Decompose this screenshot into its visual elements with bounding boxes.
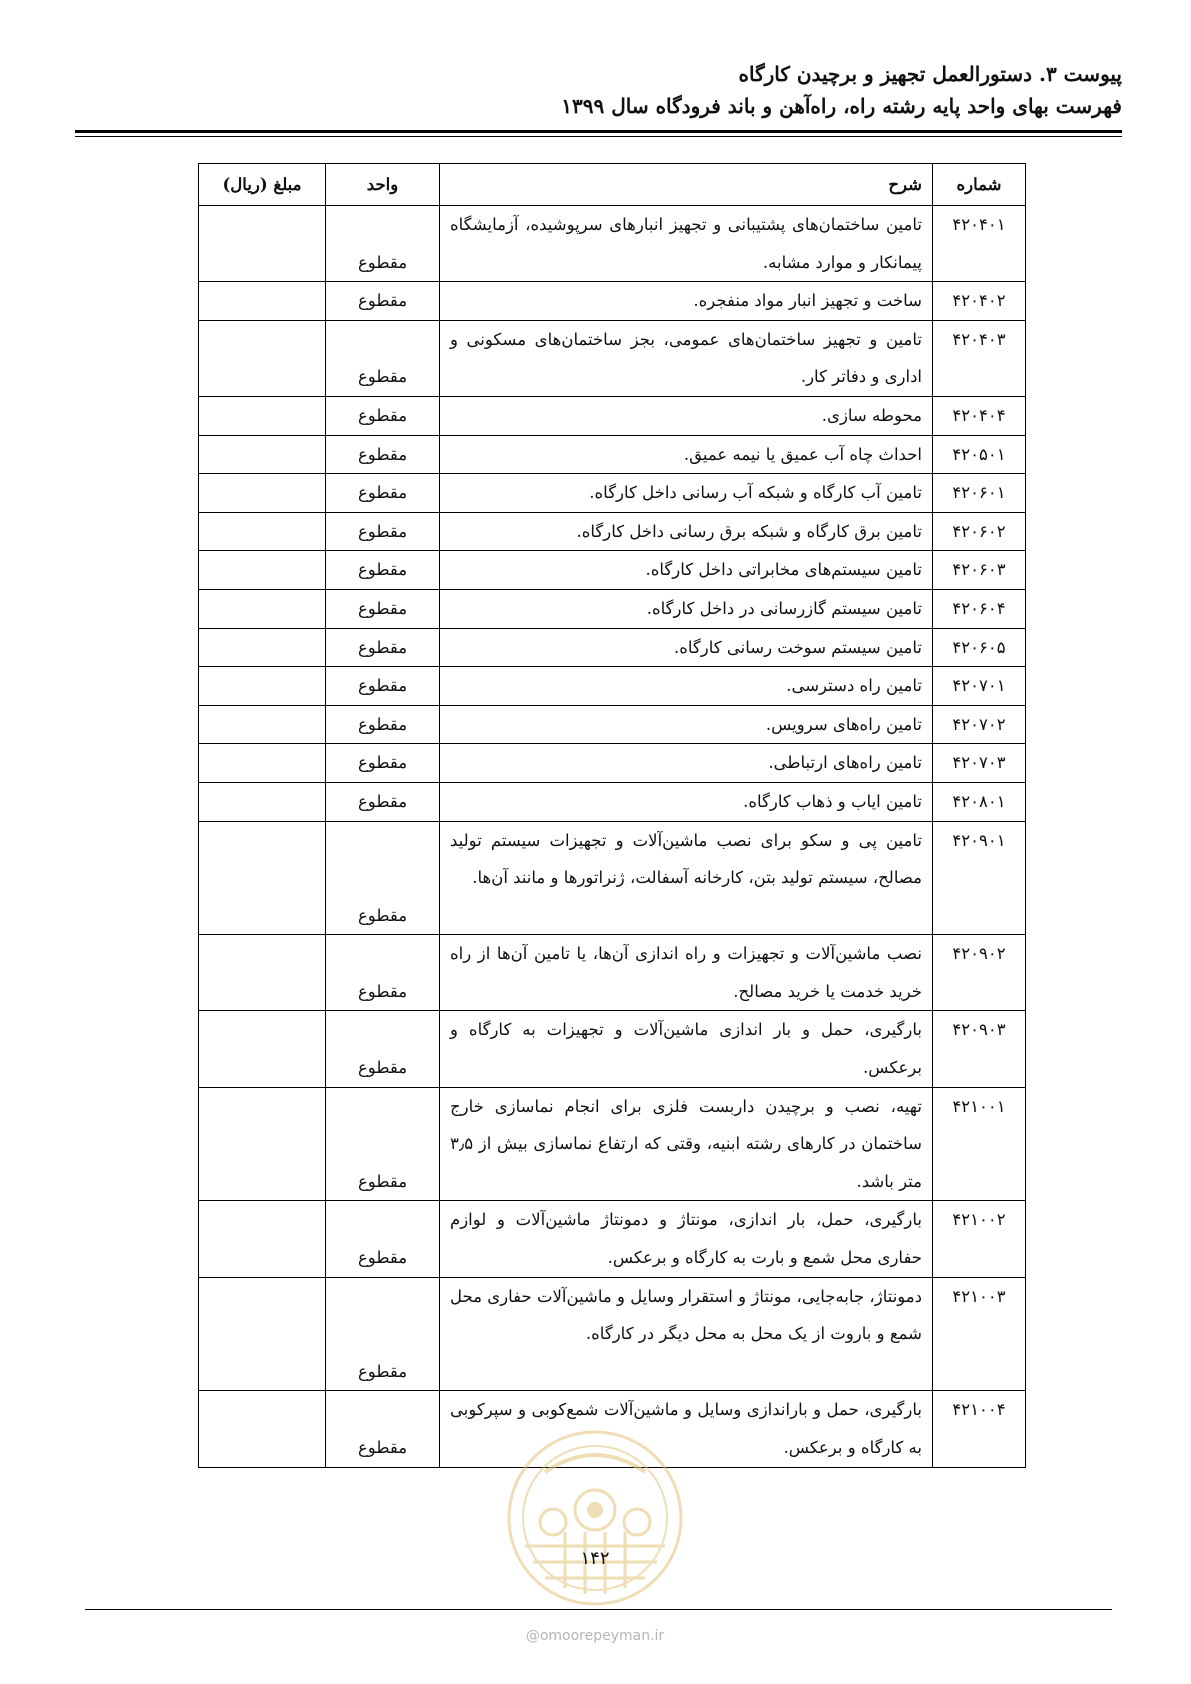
item-number: ۴۲۱۰۰۲ — [933, 1201, 1026, 1277]
page-header — [75, 58, 1122, 122]
price-list-table — [198, 163, 1026, 1468]
item-unit: مقطوع — [326, 435, 440, 474]
item-unit: مقطوع — [326, 589, 440, 628]
item-description: محوطه سازی. — [440, 396, 933, 435]
item-unit: مقطوع — [326, 744, 440, 783]
item-unit: مقطوع — [326, 705, 440, 744]
item-description: تهیه، نصب و برچیدن داربست فلزی برای انجام نماسازی خارج ساختمان در کارهای رشته ابنیه، وقتی که ارتفاع نماسازی بیش از ۳٫۵ متر باشد. — [440, 1087, 933, 1201]
item-amount — [199, 1201, 326, 1277]
item-description: احداث چاه آب عمیق یا نیمه عمیق. — [440, 435, 933, 474]
item-unit: مقطوع — [326, 282, 440, 321]
table-row — [199, 1277, 1026, 1391]
item-number: ۴۲۰۴۰۳ — [933, 320, 1026, 396]
item-description: تامین ساختمان‌های پشتیبانی و تجهیز انبارهای سرپوشیده، آزمایشگاه پیمانکار و موارد مشابه. — [440, 206, 933, 282]
item-amount — [199, 589, 326, 628]
item-number: ۴۲۰۶۰۳ — [933, 551, 1026, 590]
table-row — [199, 320, 1026, 396]
item-description: تامین پی و سکو برای نصب ماشین‌آلات و تجهیزات سیستم تولید مصالح، سیستم تولید بتن، کارخانه آسفالت، ژنراتورها و مانند آن‌ها. — [440, 821, 933, 935]
table-row — [199, 1201, 1026, 1277]
item-unit: مقطوع — [326, 551, 440, 590]
item-amount — [199, 206, 326, 282]
item-description: تامین راه دسترسی. — [440, 667, 933, 706]
item-unit: مقطوع — [326, 1277, 440, 1391]
item-description: تامین سیستم‌های مخابراتی داخل کارگاه. — [440, 551, 933, 590]
item-amount — [199, 1277, 326, 1391]
table-row — [199, 1011, 1026, 1087]
item-number: ۴۲۰۶۰۲ — [933, 512, 1026, 551]
item-description: تامین ایاب و ذهاب کارگاه. — [440, 782, 933, 821]
item-description: تامین راه‌های ارتباطی. — [440, 744, 933, 783]
item-number: ۴۲۱۰۰۴ — [933, 1391, 1026, 1467]
item-number: ۴۲۰۴۰۲ — [933, 282, 1026, 321]
header-amount: مبلغ (ریال) — [199, 164, 326, 206]
item-amount — [199, 1391, 326, 1467]
table-row — [199, 667, 1026, 706]
item-number: ۴۲۰۶۰۱ — [933, 474, 1026, 513]
item-unit: مقطوع — [326, 1201, 440, 1277]
item-unit: مقطوع — [326, 782, 440, 821]
item-number: ۴۲۰۵۰۱ — [933, 435, 1026, 474]
table-row — [199, 474, 1026, 513]
table-row — [199, 705, 1026, 744]
item-amount — [199, 551, 326, 590]
table-row — [199, 282, 1026, 321]
item-amount — [199, 1011, 326, 1087]
item-unit: مقطوع — [326, 512, 440, 551]
item-number: ۴۲۰۹۰۱ — [933, 821, 1026, 935]
item-number: ۴۲۰۷۰۱ — [933, 667, 1026, 706]
item-description: تامین راه‌های سرویس. — [440, 705, 933, 744]
seal-watermark-icon — [505, 1428, 685, 1608]
item-number: ۴۲۰۴۰۱ — [933, 206, 1026, 282]
item-amount — [199, 474, 326, 513]
item-number: ۴۲۰۶۰۴ — [933, 589, 1026, 628]
item-description: بارگیری، حمل و بار اندازی ماشین‌آلات و تجهیزات به کارگاه و برعکس. — [440, 1011, 933, 1087]
table-row — [199, 435, 1026, 474]
item-description: بارگیری، حمل، بار اندازی، مونتاژ و دمونتاژ ماشین‌آلات و لوازم حفاری محل شمع و بارت به کارگاه و برعکس. — [440, 1201, 933, 1277]
item-number: ۴۲۰۸۰۱ — [933, 782, 1026, 821]
header-description: شرح — [440, 164, 933, 206]
item-number: ۴۲۱۰۰۱ — [933, 1087, 1026, 1201]
item-number: ۴۲۱۰۰۳ — [933, 1277, 1026, 1391]
item-description: بارگیری، حمل و باراندازی وسایل و ماشین‌آلات شمع‌کوبی و سپرکوبی به کارگاه و برعکس. — [440, 1391, 933, 1467]
site-watermark: @omoorepeyman.ir — [525, 1628, 665, 1644]
table-row — [199, 821, 1026, 935]
item-amount — [199, 821, 326, 935]
table-row — [199, 589, 1026, 628]
item-unit: مقطوع — [326, 396, 440, 435]
item-unit: مقطوع — [326, 667, 440, 706]
item-unit: مقطوع — [326, 935, 440, 1011]
item-unit: مقطوع — [326, 1087, 440, 1201]
footer-rule — [85, 1609, 1112, 1610]
page-number: ۱۴۲ — [580, 1548, 610, 1569]
item-unit: مقطوع — [326, 1391, 440, 1467]
item-unit: مقطوع — [326, 1011, 440, 1087]
header-number: شماره — [933, 164, 1026, 206]
header-unit: واحد — [326, 164, 440, 206]
item-description: تامین برق کارگاه و شبکه برق رسانی داخل کارگاه. — [440, 512, 933, 551]
item-description: تامین سیستم گازرسانی در داخل کارگاه. — [440, 589, 933, 628]
appendix-title: پیوست ۳. دستورالعمل تجهیز و برچیدن کارگاه — [738, 62, 1122, 86]
table-row — [199, 396, 1026, 435]
header-rule-thin — [75, 136, 1122, 137]
table-header-row — [199, 164, 1026, 206]
item-number: ۴۲۰۶۰۵ — [933, 628, 1026, 667]
item-description: تامین و تجهیز ساختمان‌های عمومی، بجز ساختمان‌های مسکونی و اداری و دفاتر کار. — [440, 320, 933, 396]
item-amount — [199, 512, 326, 551]
item-description: تامین سیستم سوخت رسانی کارگاه. — [440, 628, 933, 667]
document-title: فهرست بهای واحد پایه رشته راه، راه‌آهن و باند فرودگاه سال ۱۳۹۹ — [561, 94, 1122, 118]
item-number: ۴۲۰۹۰۳ — [933, 1011, 1026, 1087]
table-row — [199, 744, 1026, 783]
item-unit: مقطوع — [326, 821, 440, 935]
item-amount — [199, 744, 326, 783]
item-amount — [199, 628, 326, 667]
item-amount — [199, 782, 326, 821]
item-amount — [199, 1087, 326, 1201]
table-row — [199, 935, 1026, 1011]
item-amount — [199, 705, 326, 744]
table-row — [199, 206, 1026, 282]
item-amount — [199, 282, 326, 321]
table-row — [199, 628, 1026, 667]
item-amount — [199, 396, 326, 435]
item-amount — [199, 435, 326, 474]
item-number: ۴۲۰۴۰۴ — [933, 396, 1026, 435]
item-unit: مقطوع — [326, 474, 440, 513]
item-description: دمونتاژ، جابه‌جایی، مونتاژ و استقرار وسایل و ماشین‌آلات حفاری محل شمع و باروت از یک محل به محل دیگر در کارگاه. — [440, 1277, 933, 1391]
table-row — [199, 512, 1026, 551]
item-amount — [199, 667, 326, 706]
item-description: نصب ماشین‌آلات و تجهیزات و راه اندازی آن‌ها، یا تامین آن‌ها از راه خرید خدمت یا خرید مصالح. — [440, 935, 933, 1011]
header-rule-thick — [75, 130, 1122, 133]
item-number: ۴۲۰۹۰۲ — [933, 935, 1026, 1011]
item-unit: مقطوع — [326, 628, 440, 667]
item-unit: مقطوع — [326, 206, 440, 282]
item-amount — [199, 320, 326, 396]
item-description: تامین آب کارگاه و شبکه آب رسانی داخل کارگاه. — [440, 474, 933, 513]
item-amount — [199, 935, 326, 1011]
item-unit: مقطوع — [326, 320, 440, 396]
table-row — [199, 551, 1026, 590]
item-description: ساخت و تجهیز انبار مواد منفجره. — [440, 282, 933, 321]
table-row — [199, 1087, 1026, 1201]
item-number: ۴۲۰۷۰۳ — [933, 744, 1026, 783]
item-number: ۴۲۰۷۰۲ — [933, 705, 1026, 744]
table-row — [199, 782, 1026, 821]
